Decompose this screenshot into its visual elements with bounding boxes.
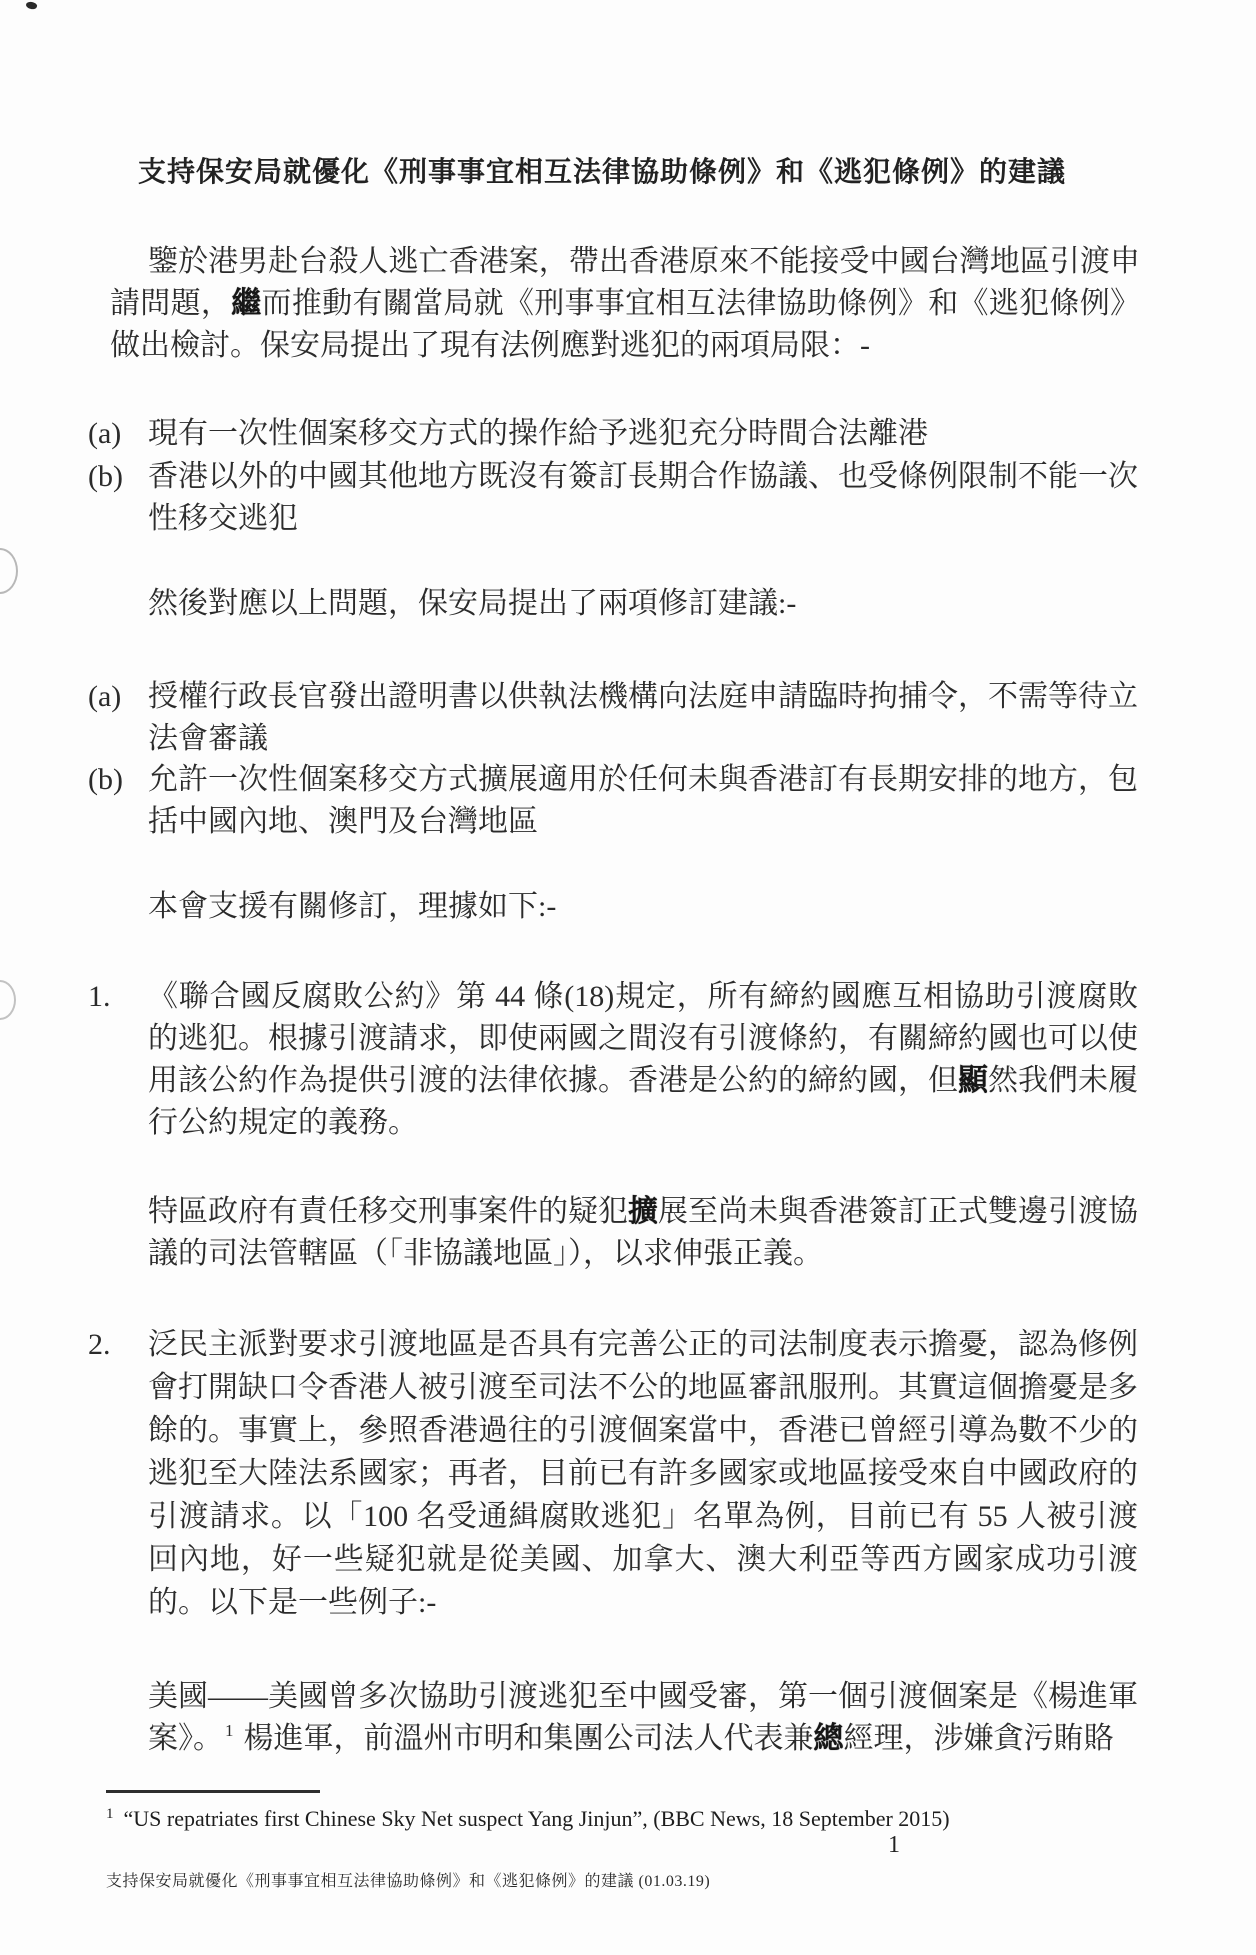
usa-example-text-1: 美國——美國曾多次協助引渡逃犯至中國受審，第一個引渡個案是《楊進軍案》。 bbox=[148, 1680, 1138, 1755]
reason-1b-text-2: 展至尚未與香港簽訂正式雙邊引渡協議的司法管轄區（「非協議地區」），以求伸張正義。 bbox=[148, 1195, 1138, 1270]
usa-example-text-2: 楊進軍，前溫州市明和集團公司法人代表兼 bbox=[243, 1722, 814, 1755]
list-number-2: 2. bbox=[88, 1328, 111, 1361]
proposal-a-text: 授權行政長官發出證明書以供執法機構向法庭申請臨時拘捕令，不需等待立法會審議 bbox=[148, 680, 1138, 755]
footnote-text: “US repatriates first Chinese Sky Net suspect Yang Jinjun”, (BBC News, 18 September 2015) bbox=[123, 1806, 950, 1831]
transition-paragraph: 然後對應以上問題，保安局提出了兩項修訂建議:- bbox=[148, 587, 797, 620]
footnote bbox=[106, 1806, 950, 1832]
reason-1b-bold-char: 擴 bbox=[628, 1195, 658, 1228]
proposal-item-a bbox=[88, 676, 1138, 760]
usa-example-text-3: 經理，涉嫌貪污賄賂 bbox=[843, 1722, 1114, 1755]
support-paragraph: 本會支援有關修訂，理據如下:- bbox=[148, 890, 557, 923]
reason-1-paragraph-2 bbox=[148, 1191, 1138, 1275]
scan-arc-artifact bbox=[0, 980, 16, 1020]
scan-speck-artifact bbox=[25, 0, 38, 10]
scan-arc-artifact bbox=[0, 548, 18, 594]
reason-2-paragraph-2 bbox=[148, 1676, 1138, 1760]
footnote-reference: 1 bbox=[225, 1721, 234, 1740]
footnote-separator-rule bbox=[106, 1790, 320, 1793]
list-label-b: (b) bbox=[88, 460, 123, 493]
intro-paragraph bbox=[110, 241, 1140, 367]
list-label-a: (a) bbox=[88, 680, 122, 713]
footnote-marker: 1 bbox=[106, 1806, 114, 1822]
reason-1-bold-char: 顯 bbox=[958, 1064, 988, 1097]
usa-example-bold-char: 總 bbox=[813, 1722, 844, 1755]
reason-2-paragraph-1 bbox=[88, 1323, 1138, 1624]
document-title: 支持保安局就優化《刑事事宜相互法律協助條例》和《逃犯條例》的建議 bbox=[138, 157, 1067, 188]
reason-2-text: 泛民主派對要求引渡地區是否具有完善公正的司法制度表示擔憂，認為修例會打開缺口令香港人被引渡至司法不公的地區審訊服刑。其實這個擔憂是多餘的。事實上，參照香港過往的引渡個案當中，香港已曾經引導為數不少的逃犯至大陸法系國家；再者，目前已有許多國家或地區接受來自中國政府的引渡請求。以「100 名受通緝腐敗逃犯」名單為例，目前已有 55 人被引渡回內地，好一些疑犯就是從美國、加拿大、澳大利亞等西方國家成功引渡的。以下是一些例子:- bbox=[148, 1328, 1138, 1619]
proposal-b-text: 允許一次性個案移交方式擴展適用於任何未與香港訂有長期安排的地方，包括中國內地、澳門及台灣地區 bbox=[148, 763, 1138, 838]
list-label-b: (b) bbox=[88, 763, 123, 796]
limitation-a-text: 現有一次性個案移交方式的操作給予逃犯充分時間合法離港 bbox=[148, 417, 928, 450]
reason-1-text-2: 然我們未履行公約規定的義務。 bbox=[148, 1064, 1138, 1139]
intro-text-1: 鑒於港男赴台殺人逃亡香港案，帶出香港原來不能接受中國台灣地區引渡申請問題， bbox=[110, 245, 1140, 320]
document-footer: 支持保安局就優化《刑事事宜相互法律協助條例》和《逃犯條例》的建議 (01.03.19) bbox=[106, 1873, 711, 1890]
proposal-item-b bbox=[88, 759, 1138, 843]
list-number-1: 1. bbox=[88, 980, 111, 1013]
page-number: 1 bbox=[888, 1832, 900, 1858]
limitation-b-text: 香港以外的中國其他地方既沒有簽訂長期合作協議、也受條例限制不能一次性移交逃犯 bbox=[148, 460, 1138, 535]
reason-1b-text-1: 特區政府有責任移交刑事案件的疑犯 bbox=[148, 1195, 628, 1228]
list-label-a: (a) bbox=[88, 417, 122, 450]
limitation-item-a bbox=[88, 413, 1138, 455]
intro-bold-char: 繼 bbox=[231, 287, 262, 320]
limitation-item-b bbox=[88, 456, 1138, 540]
intro-text-2: 而推動有關當局就《刑事事宜相互法律協助條例》和《逃犯條例》做出檢討。保安局提出了現有法例應對逃犯的兩項局限：- bbox=[110, 287, 1141, 362]
reason-1-paragraph-1 bbox=[88, 976, 1138, 1144]
reason-1-text-1: 《聯合國反腐敗公約》第 44 條(18)規定，所有締約國應互相協助引渡腐敗的逃犯。根據引渡請求，即使兩國之間沒有引渡條約，有關締約國也可以使用該公約作為提供引渡的法律依據。香港是公約的締約國，但 bbox=[148, 980, 1138, 1097]
